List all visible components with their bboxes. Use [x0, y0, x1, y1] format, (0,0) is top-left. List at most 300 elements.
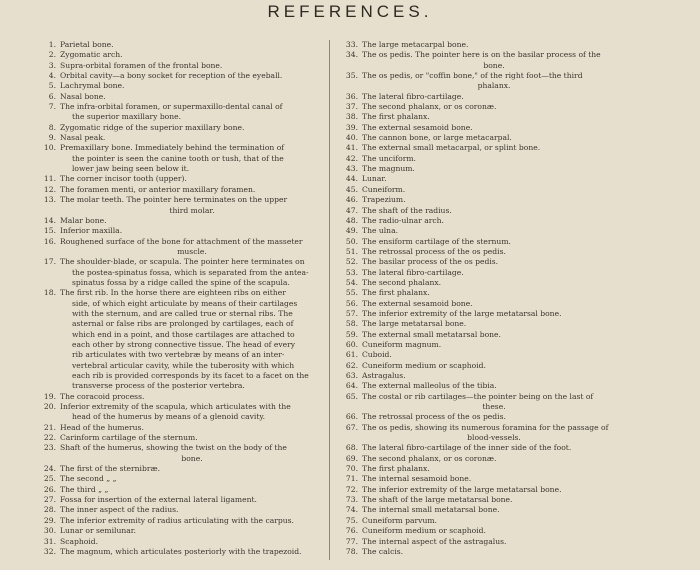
- reference-entry: [42, 392, 312, 402]
- reference-line: Malar bone.: [60, 215, 107, 225]
- reference-entry: [344, 112, 614, 122]
- reference-number: 25.: [43, 474, 56, 484]
- reference-text: [60, 185, 312, 195]
- reference-entry: [344, 495, 614, 505]
- reference-number: 2.: [48, 50, 56, 60]
- reference-entry: [42, 174, 312, 184]
- reference-entry: [42, 226, 312, 236]
- reference-number: 63.: [345, 371, 358, 380]
- reference-text: [362, 164, 614, 174]
- reference-line: The first rib. In the horse there are eighteen ribs on either: [60, 288, 286, 298]
- reference-text: [362, 288, 614, 298]
- reference-number: 72.: [345, 484, 358, 494]
- reference-number: 68.: [345, 443, 358, 453]
- reference-number: 3.: [48, 60, 56, 70]
- reference-entry: [344, 216, 614, 226]
- reference-number: 49.: [345, 226, 358, 236]
- reference-line: bone.: [483, 60, 505, 70]
- reference-line: Trapezium.: [362, 195, 406, 205]
- reference-number: 41.: [345, 143, 358, 153]
- reference-entry: [344, 526, 614, 536]
- reference-entry: [42, 102, 312, 123]
- reference-entry: [42, 537, 312, 547]
- reference-text: [60, 133, 312, 143]
- reference-text: [362, 278, 614, 288]
- reference-text: [362, 257, 614, 267]
- reference-number: 32.: [43, 546, 56, 556]
- reference-line: The inner aspect of the radius.: [60, 505, 179, 515]
- reference-text: [362, 71, 614, 92]
- reference-entry: [344, 278, 614, 288]
- reference-line: The corner incisor tooth (upper).: [60, 174, 187, 184]
- reference-number: 9.: [48, 133, 56, 143]
- reference-number: 12.: [43, 184, 56, 194]
- reference-line: Lachrymal bone.: [60, 81, 125, 91]
- reference-entry: [344, 454, 614, 464]
- reference-entry: [344, 361, 614, 371]
- reference-text: [60, 195, 312, 216]
- reference-number: 78.: [345, 546, 358, 556]
- reference-text: [362, 92, 614, 102]
- reference-text: [362, 206, 614, 216]
- reference-line: Cuneiform parvum.: [362, 515, 437, 525]
- reference-line: Zygomatic arch.: [60, 50, 123, 60]
- reference-text: [362, 371, 614, 381]
- reference-line: Supra-orbital foramen of the frontal bone.: [60, 60, 223, 70]
- reference-number: 75.: [345, 515, 358, 525]
- reference-number: 17.: [43, 257, 56, 267]
- reference-line: The second phalanx.: [362, 277, 442, 287]
- reference-text: [362, 516, 614, 526]
- reference-line: phalanx.: [477, 81, 511, 91]
- reference-number: 57.: [345, 308, 358, 318]
- reference-text: [362, 423, 614, 444]
- reference-number: 27.: [43, 495, 56, 505]
- reference-text: [60, 92, 312, 102]
- reference-line: Cuboid.: [362, 350, 392, 360]
- reference-line: The external small metacarpal, or splint bone.: [362, 143, 541, 153]
- reference-number: 71.: [345, 474, 358, 484]
- reference-line: The internal sesamoid bone.: [362, 474, 472, 484]
- reference-entry: [344, 392, 614, 413]
- reference-line: The shoulder-blade, or scapula. The pointer here terminates on: [60, 257, 305, 267]
- reference-text: [362, 412, 614, 422]
- reference-number: 65.: [345, 391, 358, 401]
- reference-line: The second „ „: [60, 474, 117, 484]
- reference-line: The internal small metatarsal bone.: [362, 505, 500, 515]
- column-divider: [329, 40, 330, 560]
- reference-line: The cannon bone, or large metacarpal.: [362, 133, 512, 143]
- reference-number: 44.: [345, 174, 358, 184]
- reference-entry: [42, 195, 312, 216]
- reference-text: [60, 81, 312, 91]
- reference-number: 59.: [345, 329, 358, 339]
- reference-entry: [344, 381, 614, 391]
- reference-entry: [344, 164, 614, 174]
- reference-entry: [344, 237, 614, 247]
- reference-number: 24.: [43, 464, 56, 474]
- reference-line: side, of which eight articulate by means of their cartilages: [72, 298, 298, 308]
- reference-entry: [42, 547, 312, 557]
- reference-text: [362, 464, 614, 474]
- reference-line: Roughened surface of the bone for attachment of the masseter: [60, 236, 303, 246]
- reference-line: Astragalus.: [362, 371, 406, 380]
- reference-line: The foramen menti, or anterior maxillary foramen.: [60, 184, 256, 194]
- reference-text: [60, 537, 312, 547]
- reference-number: 10.: [43, 143, 56, 153]
- reference-line: transverse process of the posterior vertebra.: [72, 381, 245, 391]
- reference-line: The infra-orbital foramen, or supermaxillo-dental canal of: [60, 102, 283, 112]
- reference-number: 23.: [43, 443, 56, 453]
- reference-entry: [344, 195, 614, 205]
- reference-number: 76.: [345, 526, 358, 536]
- reference-line: The basilar process of the os pedis.: [362, 257, 499, 267]
- reference-line: The ensiform cartilage of the sternum.: [362, 236, 511, 246]
- reference-number: 1.: [48, 40, 56, 49]
- reference-line: the pointer is seen the canine tooth or tush, that of the: [72, 153, 284, 163]
- reference-text: [362, 185, 614, 195]
- reference-number: 70.: [345, 464, 358, 474]
- reference-text: [60, 526, 312, 536]
- reference-text: [60, 174, 312, 184]
- reference-line: The costal or rib cartilages—the pointer being on the last of: [362, 391, 594, 401]
- reference-text: [362, 537, 614, 547]
- reference-text: [362, 195, 614, 205]
- reference-text: [362, 216, 614, 226]
- reference-text: [60, 474, 312, 484]
- reference-text: [362, 226, 614, 236]
- reference-entry: [42, 133, 312, 143]
- reference-number: 55.: [345, 288, 358, 298]
- reference-entry: [344, 423, 614, 444]
- reference-text: [60, 392, 312, 402]
- reference-text: [362, 495, 614, 505]
- reference-entry: [344, 299, 614, 309]
- reference-text: [362, 50, 614, 71]
- reference-line: The first phalanx.: [362, 288, 430, 298]
- reference-entry: [344, 371, 614, 381]
- reference-line: Nasal bone.: [60, 91, 106, 101]
- reference-line: third molar.: [169, 205, 215, 215]
- reference-entry: [344, 330, 614, 340]
- references-column-right: [344, 40, 614, 557]
- reference-line: these.: [482, 402, 506, 412]
- reference-line: asternal or false ribs are prolonged by cartilages, each of: [72, 319, 294, 329]
- reference-number: 28.: [43, 505, 56, 515]
- reference-text: [362, 299, 614, 309]
- reference-number: 58.: [345, 319, 358, 329]
- reference-entry: [344, 226, 614, 236]
- reference-entry: [344, 102, 614, 112]
- reference-text: [362, 40, 614, 50]
- reference-text: [362, 154, 614, 164]
- reference-line: Parietal bone.: [60, 40, 114, 49]
- reference-text: [60, 61, 312, 71]
- reference-text: [362, 102, 614, 112]
- reference-line: muscle.: [177, 246, 207, 256]
- reference-entry: [42, 474, 312, 484]
- reference-entry: [344, 537, 614, 547]
- reference-text: [60, 288, 312, 391]
- reference-number: 19.: [43, 391, 56, 401]
- reference-line: Premaxillary bone. Immediately behind the termination of: [60, 143, 285, 153]
- reference-text: [60, 402, 312, 423]
- reference-line: The magnum, which articulates posteriorly with the trapezoid.: [60, 546, 302, 556]
- reference-text: [362, 174, 614, 184]
- reference-line: which end in a point, and those cartilages are attached to: [72, 329, 295, 339]
- reference-line: the postea-spinatus fossa, which is separated from the antea-: [72, 267, 309, 277]
- reference-entry: [344, 485, 614, 495]
- reference-number: 30.: [43, 526, 56, 536]
- reference-line: Scaphoid.: [60, 536, 99, 546]
- reference-entry: [344, 268, 614, 278]
- reference-line: Zygomatic ridge of the superior maxillary bone.: [60, 122, 245, 132]
- reference-text: [362, 454, 614, 464]
- reference-text: [60, 40, 312, 50]
- reference-line: Cuneiform medium or scaphoid.: [362, 526, 486, 536]
- reference-entry: [344, 309, 614, 319]
- reference-line: The inferior extremity of radius articulating with the carpus.: [60, 515, 294, 525]
- reference-text: [60, 71, 312, 81]
- reference-number: 16.: [43, 236, 56, 246]
- reference-line: lower jaw being seen below it.: [72, 164, 190, 174]
- reference-line: The internal aspect of the astragalus.: [362, 536, 507, 546]
- reference-line: The external sesamoid bone.: [362, 122, 473, 132]
- reference-entry: [42, 423, 312, 433]
- reference-line: blood-vessels.: [467, 433, 521, 443]
- reference-entry: [42, 216, 312, 226]
- reference-line: The coracoid process.: [60, 391, 145, 401]
- reference-number: 34.: [345, 50, 358, 60]
- reference-line: Cuneiform medium or scaphoid.: [362, 360, 486, 370]
- reference-line: Lunar.: [362, 174, 387, 184]
- reference-text: [362, 381, 614, 391]
- reference-entry: [344, 185, 614, 195]
- reference-line: Head of the humerus.: [60, 422, 144, 432]
- reference-text: [60, 102, 312, 123]
- reference-number: 7.: [48, 102, 56, 112]
- reference-entry: [42, 50, 312, 60]
- reference-text: [362, 526, 614, 536]
- reference-entry: [42, 402, 312, 423]
- reference-entry: [42, 237, 312, 258]
- reference-number: 73.: [345, 495, 358, 505]
- reference-number: 50.: [345, 236, 358, 246]
- reference-text: [60, 143, 312, 174]
- reference-entry: [42, 464, 312, 474]
- reference-entry: [344, 174, 614, 184]
- reference-entry: [42, 257, 312, 288]
- reference-entry: [344, 92, 614, 102]
- reference-text: [362, 547, 614, 557]
- reference-number: 60.: [345, 339, 358, 349]
- reference-text: [60, 423, 312, 433]
- reference-entry: [344, 123, 614, 133]
- reference-entry: [344, 206, 614, 216]
- reference-entry: [344, 340, 614, 350]
- reference-number: 20.: [43, 402, 56, 412]
- reference-entry: [344, 143, 614, 153]
- reference-entry: [42, 505, 312, 515]
- reference-number: 38.: [345, 112, 358, 122]
- reference-text: [362, 474, 614, 484]
- reference-text: [362, 123, 614, 133]
- reference-text: [60, 505, 312, 515]
- reference-line: The external sesamoid bone.: [362, 298, 473, 308]
- reference-line: The third „ „: [60, 484, 109, 494]
- reference-text: [362, 350, 614, 360]
- reference-line: The shaft of the radius.: [362, 205, 452, 215]
- reference-text: [362, 268, 614, 278]
- reference-text: [60, 547, 312, 557]
- reference-line: spinatus fossa by a ridge called the spine of the scapula.: [72, 277, 290, 287]
- reference-text: [362, 485, 614, 495]
- reference-line: head of the humerus by means of a glenoid cavity.: [72, 412, 266, 422]
- reference-line: Inferior extremity of the scapula, which articulates with the: [60, 402, 291, 412]
- reference-line: The first of the sternibræ.: [60, 464, 161, 474]
- reference-line: The inferior extremity of the large metatarsal bone.: [362, 308, 562, 318]
- reference-entry: [344, 350, 614, 360]
- reference-number: 51.: [345, 246, 358, 256]
- reference-entry: [42, 443, 312, 464]
- reference-entry: [42, 92, 312, 102]
- reference-entry: [42, 40, 312, 50]
- reference-number: 36.: [345, 91, 358, 101]
- reference-line: Shaft of the humerus, showing the twist on the body of the: [60, 443, 287, 453]
- reference-number: 22.: [43, 433, 56, 443]
- reference-number: 52.: [345, 257, 358, 267]
- reference-text: [60, 226, 312, 236]
- reference-line: The large metacarpal bone.: [362, 40, 469, 49]
- reference-line: Cuneiform.: [362, 184, 406, 194]
- reference-entry: [344, 154, 614, 164]
- reference-number: 45.: [345, 184, 358, 194]
- reference-line: Nasal peak.: [60, 133, 106, 143]
- reference-number: 48.: [345, 215, 358, 225]
- reference-number: 64.: [345, 381, 358, 391]
- reference-line: with the sternum, and are called true or sternal ribs. The: [72, 308, 293, 318]
- reference-text: [60, 237, 312, 258]
- reference-entry: [42, 81, 312, 91]
- reference-number: 6.: [48, 91, 56, 101]
- reference-line: The radio-ulnar arch.: [362, 215, 444, 225]
- reference-entry: [344, 505, 614, 515]
- reference-line: The magnum.: [362, 164, 415, 174]
- reference-line: Cuneiform magnum.: [362, 339, 442, 349]
- reference-line: each other by strong connective tissue. The head of every: [72, 339, 296, 349]
- reference-number: 8.: [48, 122, 56, 132]
- reference-text: [60, 495, 312, 505]
- reference-line: The os pedis. The pointer here is on the basilar process of the: [362, 50, 601, 60]
- reference-number: 39.: [345, 122, 358, 132]
- reference-number: 4.: [48, 71, 56, 81]
- reference-line: The second phalanx, or os coronæ.: [362, 453, 497, 463]
- reference-text: [362, 112, 614, 122]
- reference-entry: [42, 516, 312, 526]
- reference-line: The shaft of the large metatarsal bone.: [362, 495, 513, 505]
- reference-line: bone.: [181, 453, 203, 463]
- reference-entry: [344, 288, 614, 298]
- reference-number: 67.: [345, 422, 358, 432]
- reference-number: 77.: [345, 536, 358, 546]
- reference-number: 18.: [43, 288, 56, 298]
- reference-text: [362, 443, 614, 453]
- reference-line: The inferior extremity of the large metatarsal bone.: [362, 484, 562, 494]
- reference-number: 46.: [345, 195, 358, 205]
- reference-line: The os pedis, or "coffin bone," of the right foot—the third: [362, 71, 583, 81]
- reference-line: The unciform.: [362, 153, 416, 163]
- reference-entry: [42, 495, 312, 505]
- page-title: REFERENCES.: [267, 2, 433, 21]
- reference-line: The first phalanx.: [362, 464, 430, 474]
- reference-number: 21.: [43, 422, 56, 432]
- reference-number: 43.: [345, 164, 358, 174]
- reference-text: [60, 123, 312, 133]
- reference-number: 5.: [48, 81, 56, 91]
- reference-line: The lateral fibro-cartilage of the inner side of the foot.: [362, 443, 572, 453]
- reference-entry: [344, 257, 614, 267]
- reference-number: 61.: [345, 350, 358, 360]
- reference-entry: [344, 133, 614, 143]
- reference-entry: [42, 526, 312, 536]
- reference-line: The lateral fibro-cartilage.: [362, 91, 464, 101]
- reference-number: 53.: [345, 267, 358, 277]
- reference-number: 14.: [43, 215, 56, 225]
- reference-text: [60, 257, 312, 288]
- reference-entry: [344, 412, 614, 422]
- reference-text: [362, 505, 614, 515]
- reference-line: rib articulates with two vertebræ by means of an inter-: [72, 350, 285, 360]
- reference-line: Carinform cartilage of the sternum.: [60, 433, 198, 443]
- reference-line: The os pedis, showing its numerous foramina for the passage of: [362, 422, 609, 432]
- reference-text: [60, 464, 312, 474]
- reference-number: 40.: [345, 133, 358, 143]
- reference-text: [60, 216, 312, 226]
- reference-text: [362, 133, 614, 143]
- reference-entry: [344, 547, 614, 557]
- reference-line: The molar teeth. The pointer here terminates on the upper: [60, 195, 288, 205]
- reference-number: 56.: [345, 298, 358, 308]
- reference-entry: [344, 464, 614, 474]
- reference-line: vertebral articular cavity, while the tuberosity with which: [72, 360, 295, 370]
- reference-number: 69.: [345, 453, 358, 463]
- reference-entry: [42, 433, 312, 443]
- reference-number: 37.: [345, 102, 358, 112]
- reference-number: 74.: [345, 505, 358, 515]
- reference-number: 11.: [43, 174, 56, 184]
- reference-number: 54.: [345, 277, 358, 287]
- reference-line: The retrossal process of the os pedis.: [362, 246, 506, 256]
- reference-line: The ulna.: [362, 226, 399, 236]
- reference-number: 15.: [43, 226, 56, 236]
- reference-text: [362, 340, 614, 350]
- reference-entry: [42, 71, 312, 81]
- reference-line: The first phalanx.: [362, 112, 430, 122]
- reference-text: [60, 433, 312, 443]
- reference-number: 62.: [345, 360, 358, 370]
- reference-entry: [42, 485, 312, 495]
- reference-line: Inferior maxilla.: [60, 226, 123, 236]
- reference-line: Lunar or semilunar.: [60, 526, 136, 536]
- reference-line: The external small metatarsal bone.: [362, 329, 501, 339]
- reference-text: [362, 237, 614, 247]
- reference-text: [362, 319, 614, 329]
- reference-number: 29.: [43, 515, 56, 525]
- reference-text: [60, 443, 312, 464]
- reference-text: [362, 361, 614, 371]
- reference-line: The retrossal process of the os pedis.: [362, 412, 506, 422]
- reference-text: [60, 50, 312, 60]
